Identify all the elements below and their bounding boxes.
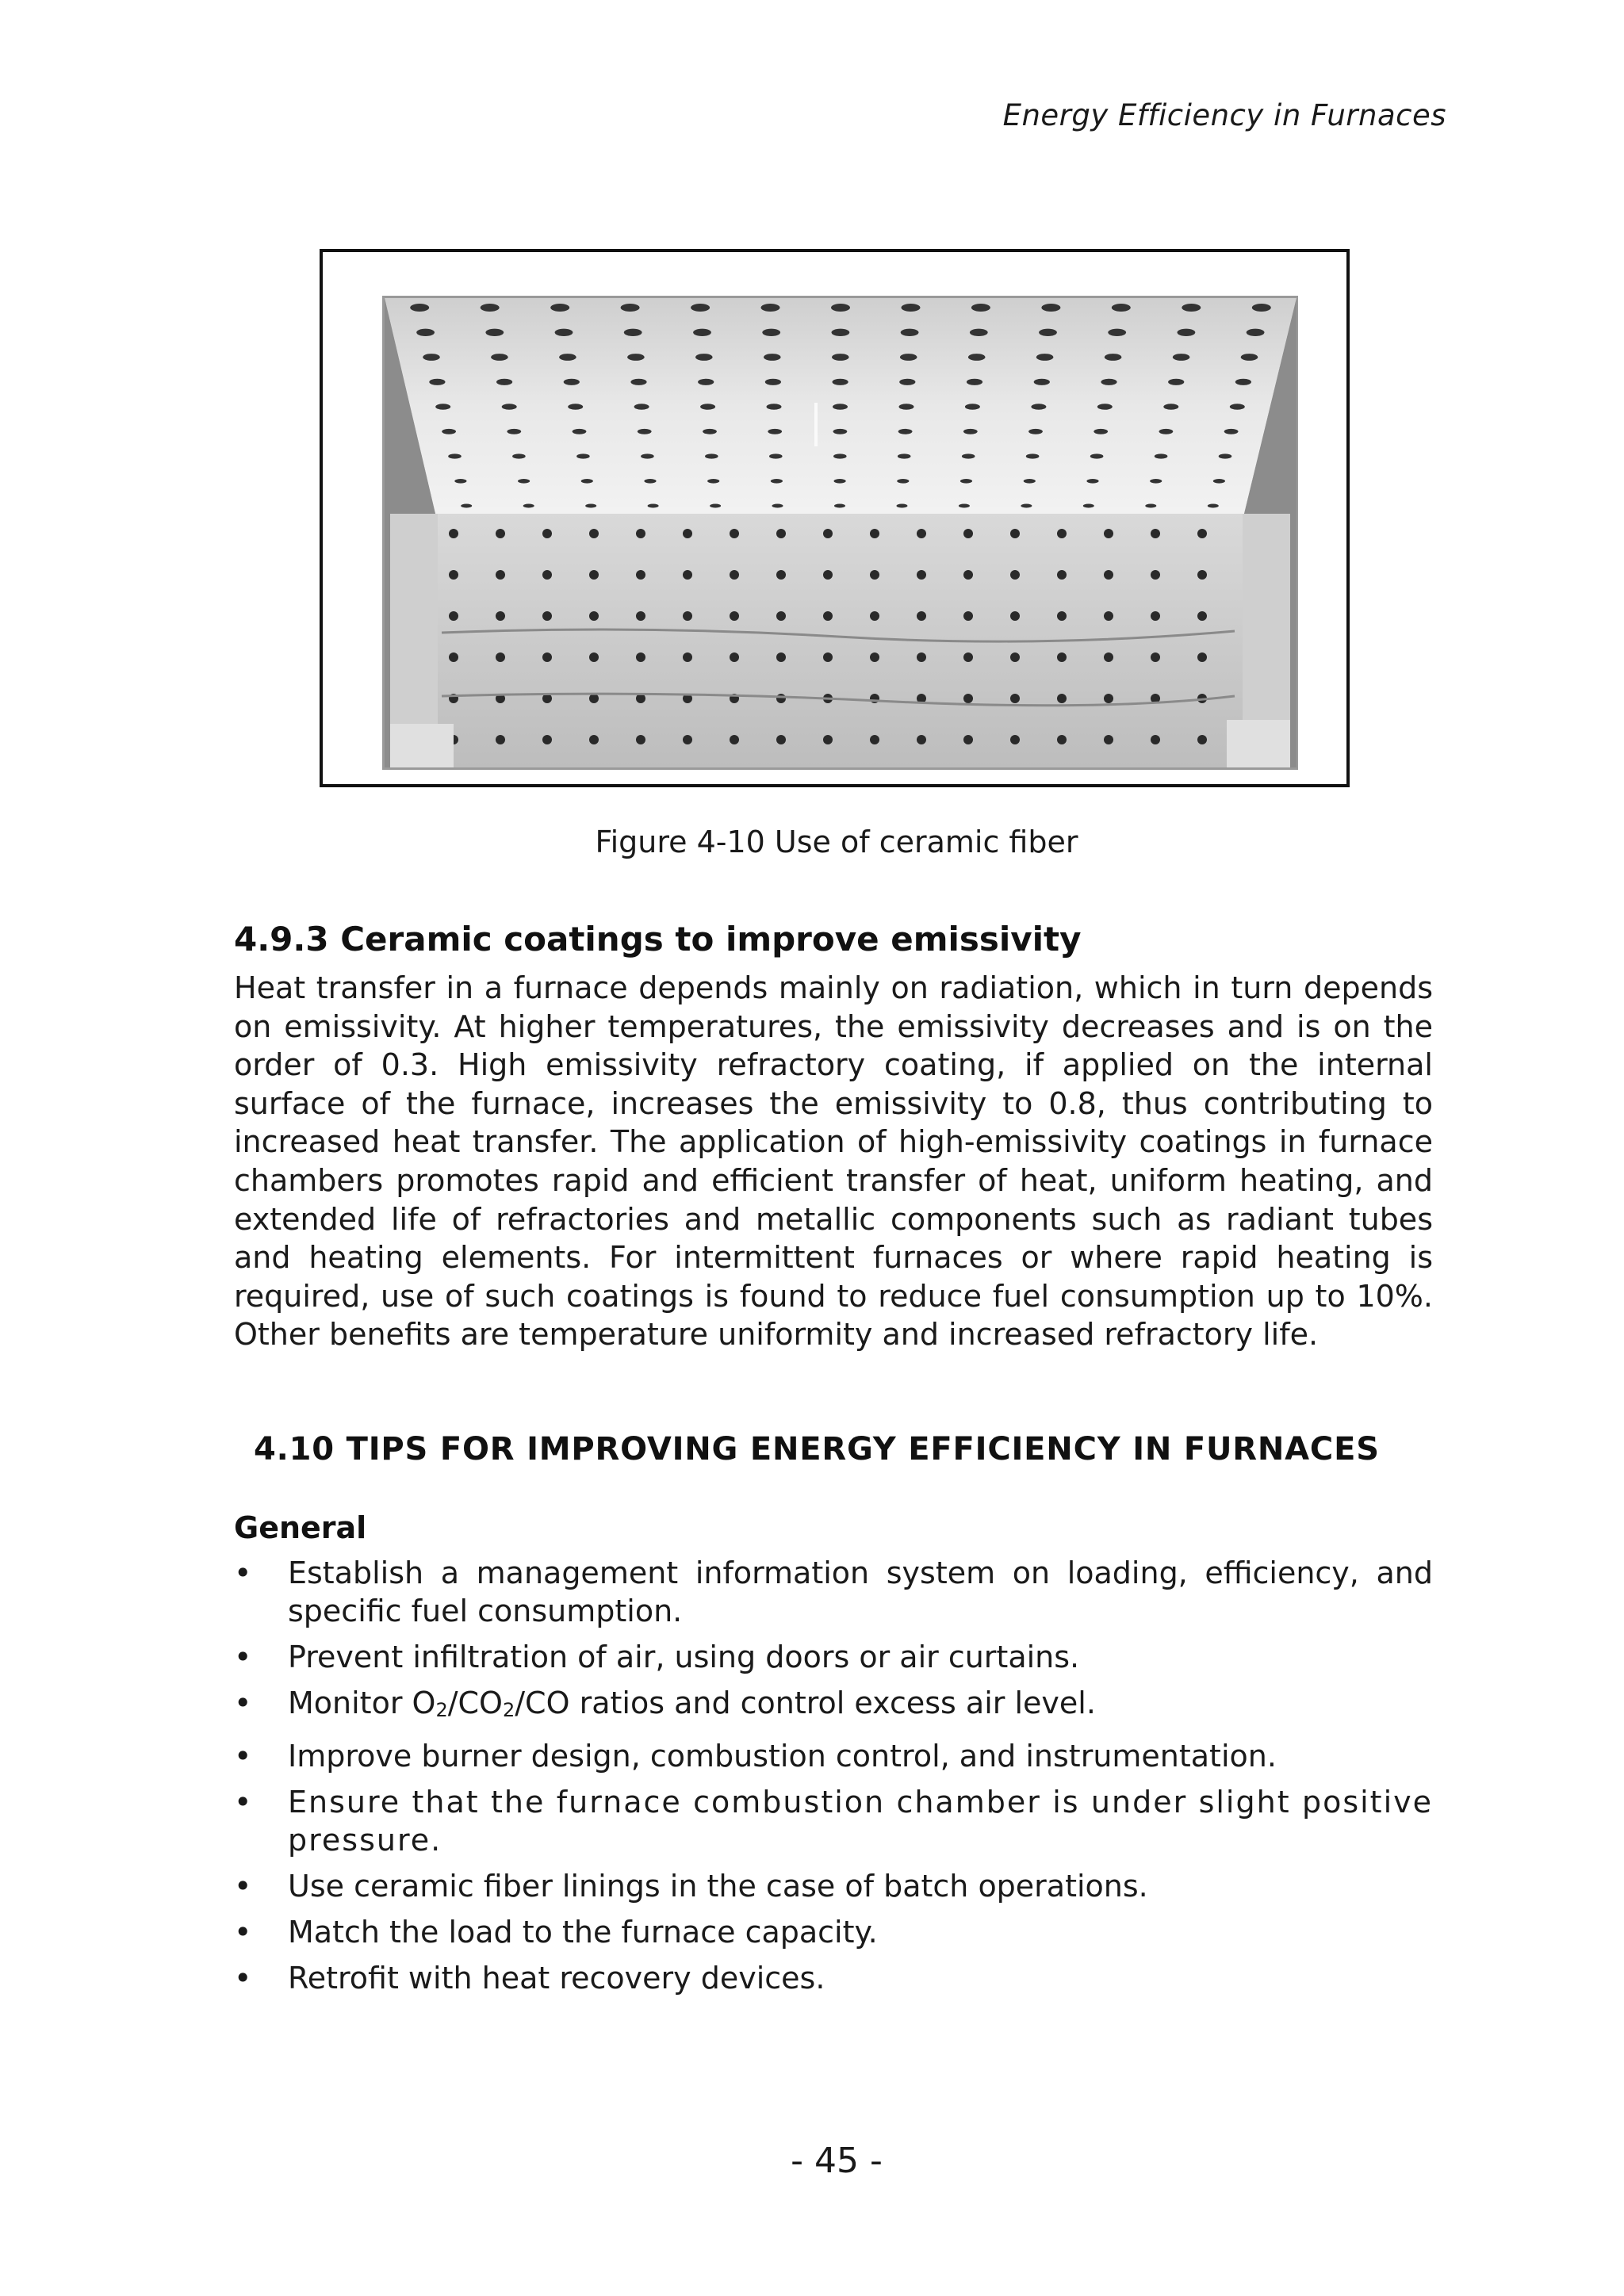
ceiling-stud (967, 379, 982, 385)
ceiling-stud (761, 304, 780, 312)
wall-stud (1197, 652, 1207, 662)
ceiling-stud (481, 304, 500, 312)
wall-stud (730, 529, 739, 538)
ceiling-stud (700, 404, 715, 410)
ceiling-stud (507, 429, 521, 434)
ceiling-stud (1039, 329, 1057, 336)
wall-stud (776, 694, 786, 703)
ceiling-stud (833, 379, 848, 385)
wall-stud (1197, 611, 1207, 621)
wall-stud (1151, 735, 1160, 744)
wall-stud (449, 611, 458, 621)
wall-stud (589, 570, 599, 580)
wall-stud (496, 611, 505, 621)
ceiling-stud (1083, 504, 1094, 508)
ceiling-stud (970, 329, 988, 336)
ceiling-stud (627, 354, 645, 361)
wall-stud (870, 570, 879, 580)
ceiling-stud (1031, 404, 1046, 410)
wall-stud (636, 735, 645, 744)
ceiling-stud (833, 429, 848, 434)
ceiling-stud (1224, 429, 1239, 434)
wall-stud (1010, 611, 1020, 621)
wall-stud (496, 529, 505, 538)
wall-stud (589, 694, 599, 703)
list-item: • Monitor $O_2/CO_2/CO$ ratios and control excess air level. (234, 1686, 1096, 1721)
ceiling-stud (1182, 304, 1201, 312)
wall-stud (636, 611, 645, 621)
wall-stud (870, 611, 879, 621)
list-item: • Retrofit with heat recovery devices. (234, 1961, 825, 1996)
wall-stud (589, 735, 599, 744)
ceiling-stud (959, 504, 970, 508)
wall-stud (542, 652, 552, 662)
ceiling-stud (454, 479, 466, 484)
ceiling-stud (1086, 479, 1098, 484)
wall-stud (589, 652, 599, 662)
list-item: • Use ceramic fiber linings in the case of batch operations. (234, 1869, 1148, 1904)
wall-stud (683, 611, 692, 621)
wall-stud (963, 652, 973, 662)
ceiling-stud (1105, 354, 1122, 361)
ceiling-stud (491, 354, 508, 361)
wall-stud (1057, 611, 1067, 621)
ceiling-stud (1247, 329, 1265, 336)
ceiling-stud (771, 479, 783, 484)
wall-stud (870, 735, 879, 744)
ceiling-stud (1094, 429, 1108, 434)
wall-stud (823, 529, 833, 538)
ceiling-stud (585, 504, 596, 508)
ceiling-stud (963, 429, 978, 434)
list-item: • Establish a management information system on loading, efficiency, and specific fuel consumption. (234, 1556, 1433, 1628)
ceiling-stud (1230, 404, 1245, 410)
wall-stud (683, 529, 692, 538)
ceiling-stud (1028, 429, 1043, 434)
figure-caption: Figure 4-10 Use of ceramic fiber (595, 825, 1078, 859)
ceiling-stud (550, 304, 569, 312)
wall-stud (1104, 694, 1113, 703)
ceiling-stud (898, 429, 913, 434)
running-header: Energy Efficiency in Furnaces (1002, 98, 1446, 132)
ceiling-stud (1173, 354, 1190, 361)
ceiling-stud (435, 404, 450, 410)
wall-stud (449, 529, 458, 538)
ceiling-stud (1235, 379, 1251, 385)
ceiling-stud (1041, 304, 1060, 312)
wall-stud (963, 570, 973, 580)
ceiling-stud (834, 504, 845, 508)
ceiling-stud (1163, 404, 1178, 410)
ceiling-stud (573, 429, 587, 434)
section-heading-4-9-3: 4.9.3 Ceramic coatings to improve emissivity (234, 920, 1082, 959)
ceiling-stud (523, 504, 534, 508)
wall-stud (542, 735, 552, 744)
furnace-photo (323, 252, 1346, 784)
ceiling-stud (698, 379, 714, 385)
wall-stud (823, 652, 833, 662)
wall-stud (823, 570, 833, 580)
ceiling-stud (768, 429, 782, 434)
ceiling-stud (564, 379, 580, 385)
ceiling-stud (703, 429, 717, 434)
wall-stud (1010, 652, 1020, 662)
list-item: • Improve burner design, combustion control, and instrumentation. (234, 1739, 1277, 1774)
wall-stud (1104, 735, 1113, 744)
ceiling-stud (1241, 354, 1258, 361)
ceiling-stud (897, 479, 909, 484)
wall-stud (1151, 652, 1160, 662)
wall-stud (917, 529, 926, 538)
ceiling-stud (899, 404, 914, 410)
ceiling-stud (555, 329, 573, 336)
bullet-icon: • (234, 1915, 252, 1950)
ceiling-stud (559, 354, 576, 361)
wall-stud (542, 611, 552, 621)
ceiling-stud (1101, 379, 1116, 385)
page-number: - 45 - (791, 2141, 883, 2181)
wall-stud (776, 735, 786, 744)
ceiling-stud (762, 329, 780, 336)
ceiling-stud (1112, 304, 1131, 312)
ceiling-stud (638, 429, 652, 434)
wall-stud (636, 652, 645, 662)
wall-stud (870, 652, 879, 662)
ceiling-stud (962, 453, 975, 458)
ceiling-stud (902, 304, 921, 312)
wall-stud (683, 735, 692, 744)
ceiling-stud (833, 404, 848, 410)
ceiling-stud (897, 504, 908, 508)
ceiling-stud (518, 479, 530, 484)
wall-stud (496, 735, 505, 744)
wall-stud (776, 611, 786, 621)
ceiling-stud (710, 504, 721, 508)
ceiling-stud (502, 404, 517, 410)
ceiling-stud (1097, 404, 1113, 410)
ceiling-stud (1150, 479, 1162, 484)
wall-stud (589, 529, 599, 538)
ceiling-stud (1155, 453, 1168, 458)
ceiling-stud (901, 329, 919, 336)
ceiling-stud (485, 329, 504, 336)
wall-stud (917, 652, 926, 662)
wall-stud (730, 570, 739, 580)
list-item: • Match the load to the furnace capacity. (234, 1915, 878, 1950)
wall-stud (1057, 652, 1067, 662)
wall-stud (1151, 570, 1160, 580)
wall-stud (1104, 570, 1113, 580)
wall-stud (730, 611, 739, 621)
wall-stud (823, 611, 833, 621)
wall-stud (496, 652, 505, 662)
wall-stud (1151, 611, 1160, 621)
wall-stud (683, 652, 692, 662)
ceiling-stud (1252, 304, 1271, 312)
wall-stud (870, 529, 879, 538)
wall-stud (542, 570, 552, 580)
wall-stud (730, 735, 739, 744)
ceiling-stud (624, 329, 642, 336)
wall-stud (542, 529, 552, 538)
ceiling-stud (1024, 479, 1036, 484)
ceiling-stud (831, 304, 850, 312)
bullet-icon: • (234, 1739, 252, 1774)
wall-stud (1010, 694, 1020, 703)
ceiling-stud (416, 329, 435, 336)
wall-stud (963, 694, 973, 703)
wall-stud (1010, 735, 1020, 744)
ceiling-stud (834, 479, 846, 484)
section-heading-4-10: 4.10 TIPS FOR IMPROVING ENERGY EFFICIENCY IN FURNACES (254, 1431, 1380, 1468)
wall-stud (917, 611, 926, 621)
wall-stud (963, 529, 973, 538)
ceiling-stud (641, 453, 654, 458)
ceiling-stud (1036, 354, 1054, 361)
wall-stud (449, 652, 458, 662)
ceiling-stud (423, 354, 440, 361)
wall-stud (1197, 529, 1207, 538)
bullet-icon: • (234, 1785, 254, 1820)
ceiling-stud (1219, 453, 1232, 458)
ceiling-stud (630, 379, 646, 385)
ceiling-stud (1034, 379, 1050, 385)
list-item: • Ensure that the furnace combustion chamber is under slight positive pressure. (234, 1785, 1433, 1858)
ceiling-stud (971, 304, 990, 312)
ceiling-stud (1178, 329, 1196, 336)
ceiling-stud (1168, 379, 1184, 385)
subheading-general: General (234, 1510, 367, 1545)
wall-stud (449, 570, 458, 580)
section-paragraph: Heat transfer in a furnace depends mainly on radiation, which in turn depends on emissivity. At higher temperatures, the emissivity decreases and is on the order of 0.3. High emissivity refractory coating, if applied on the internal surface of the furnace, increases the emissivity to 0.8, thus contributing to increased heat transfer. The application of high-emissivity coatings in furnace chambers promotes rapid and efficient transfer of heat, uniform heating, and extended life of refractories and metallic components such as radiant tubes and heating elements. For intermittent furnaces or where rapid heating is required, use of such coatings is found to reduce fuel consumption up to 10%. Other benefits are temperature uniformity and increased refractory life. (234, 970, 1433, 1353)
ceiling-stud (769, 453, 783, 458)
ceiling-stud (1213, 479, 1225, 484)
ceiling-stud (576, 453, 590, 458)
ceiling-stud (707, 479, 719, 484)
ceiling-stud (772, 504, 783, 508)
ceiling-stud (1021, 504, 1032, 508)
ceiling-stud (461, 504, 472, 508)
wall-stud (963, 735, 973, 744)
ceiling-stud (1026, 453, 1040, 458)
ceiling-stud (833, 453, 847, 458)
wall-stud (823, 735, 833, 744)
ceiling-stud (429, 379, 445, 385)
wall-stud (496, 570, 505, 580)
list-item: • Prevent infiltration of air, using doors or air curtains. (234, 1640, 1080, 1674)
bullet-icon: • (234, 1961, 252, 1996)
wall-stud (730, 652, 739, 662)
wall-stud (1057, 735, 1067, 744)
bullet-icon: • (234, 1686, 252, 1720)
ceiling-stud (767, 404, 782, 410)
ceiling-stud (832, 354, 849, 361)
ceiling-stud (1145, 504, 1156, 508)
ceiling-stud (1159, 429, 1174, 434)
wall-stud (963, 611, 973, 621)
wall-stud (776, 570, 786, 580)
ceiling-stud (1108, 329, 1126, 336)
ceiling-stud (512, 453, 526, 458)
wall-stud (1151, 529, 1160, 538)
tips-list (234, 1554, 1433, 2005)
ceiling-stud (968, 354, 986, 361)
figure-frame (320, 249, 1350, 787)
wall-stud (917, 570, 926, 580)
ceiling-stud (765, 379, 781, 385)
wall-stud (636, 570, 645, 580)
wall-stud (1057, 529, 1067, 538)
ceiling-stud (496, 379, 512, 385)
ceiling-stud (448, 453, 462, 458)
wall-stud (1104, 652, 1113, 662)
wall-stud (1057, 694, 1067, 703)
ceiling-stud (965, 404, 980, 410)
wall-stud (776, 529, 786, 538)
wall-stud (1197, 735, 1207, 744)
wall-stud (776, 652, 786, 662)
wall-stud (1104, 529, 1113, 538)
ceiling-stud (899, 379, 915, 385)
ceiling-stud (410, 304, 429, 312)
wall-stud (683, 570, 692, 580)
ceiling-stud (764, 354, 781, 361)
wall-stud (917, 735, 926, 744)
bullet-icon: • (234, 1869, 252, 1904)
ceiling-stud (691, 304, 710, 312)
ceiling-stud (644, 479, 656, 484)
ceiling-stud (581, 479, 593, 484)
bullet-icon: • (234, 1640, 252, 1674)
ceiling-stud (1090, 453, 1104, 458)
ceiling-stud (568, 404, 583, 410)
ceiling-stud (832, 329, 850, 336)
wall-stud (589, 611, 599, 621)
ceiling-stud (1208, 504, 1219, 508)
wall-stud (636, 529, 645, 538)
ceiling-stud (705, 453, 718, 458)
ceiling-stud (898, 453, 911, 458)
ceiling-stud (693, 329, 711, 336)
wall-stud (1104, 611, 1113, 621)
wall-stud (1197, 570, 1207, 580)
ceiling-stud (960, 479, 972, 484)
ceiling-stud (695, 354, 713, 361)
ceiling-stud (648, 504, 659, 508)
bullet-icon: • (234, 1556, 252, 1590)
ceiling-stud (621, 304, 640, 312)
wall-stud (1057, 570, 1067, 580)
ceiling-stud (900, 354, 917, 361)
wall-stud (1010, 529, 1020, 538)
ceiling-stud (442, 429, 456, 434)
wall-stud (1010, 570, 1020, 580)
ceiling-stud (634, 404, 649, 410)
